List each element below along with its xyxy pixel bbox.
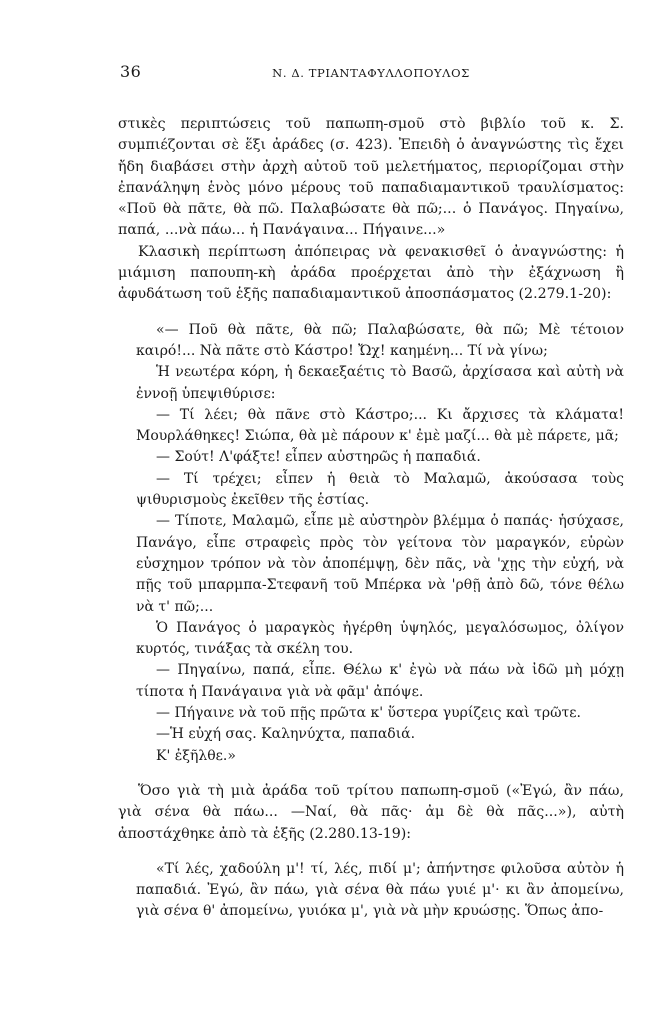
book-page — [118, 62, 624, 937]
quote-line: — Τί λέει; θὰ πᾶνε στὸ Κάστρο;... Κι ἄρχισες τὰ κλάματα! Μουρλάθηκες! Σιώπα, θὰ μὲ πάρουν κ' ἐμὲ μαζί... θὰ μὲ πάρετε, μᾶ; — [136, 406, 624, 445]
block-quote-1 — [136, 320, 624, 767]
paragraph-3: Ὅσο γιὰ τὴ μιὰ ἀράδα τοῦ τρίτου παπωπη-σμοῦ («Ἐγώ, ἂν πάω, γιὰ σένα θὰ πάω... —Ναί, θὰ πᾶς· ἀμ δὲ θὰ πᾶς...»), αὐτὴ ἀποστάχθηκε ἀπὸ τὰ ἑξῆς (2.280.13-19): — [118, 782, 624, 842]
block-quote-2 — [136, 859, 624, 923]
quote-line: Ὁ Πανάγος ὁ μαραγκὸς ἠγέρθη ὑψηλός, μεγαλόσωμος, ὀλίγον κυρτός, τινάξας τὰ σκέλη του. — [136, 619, 624, 658]
page-header — [118, 62, 624, 84]
page-number: 36 — [120, 62, 142, 81]
paragraph-2: Κλασικὴ περίπτωση ἀπόπειρας νὰ φενακισθεῖ ὁ ἀναγνώστης: ἡ μιάμιση παπουπη-κὴ ἀράδα προέρχεται ἀπὸ τὴν ἐξάχνωση ἢ ἀφυδάτωση τοῦ ἑξῆς παπαδιαμαντικοῦ ἀποσπάσματος (2.279.1-20): — [118, 243, 624, 303]
running-head: Ν. Δ. ΤΡΙΑΝΤΑΦΥΛΛΟΠΟΥΛΟΣ — [272, 66, 470, 80]
quote-line: — Πηγαίνω, παπά, εἶπε. Θέλω κ' ἐγὼ νὰ πάω νὰ ἰδῶ μὴ μόχῃ τίποτα ἡ Πανάγαινα γιὰ νὰ φᾶμ' ἀπόψε. — [136, 662, 624, 700]
quote-line: — Σούτ! Λ'φάξτε! εἶπεν αὐστηρῶς ἡ παπαδιά. — [156, 449, 481, 466]
quote-paragraph: «Τί λές, χαδούλη μ'! τί, λές, πιδί μ'; ἀπήντησε φιλοῦσα αὐτὸν ἡ παπαδιά. Ἐγώ, ἂν πάω, γιὰ σένα θὰ πάω γυιέ μ'· κι ἂν ἀπομείνω, γιὰ σένα θ' ἀπομείνω, γυιόκα μ', γιὰ νὰ μὴν κρυώσῃς. Ὅπως ἀπο- — [136, 860, 624, 920]
quote-line: — Τίποτε, Μαλαμῶ, εἶπε μὲ αὐστηρὸν βλέμμα ὁ παπάς· ἡσύχασε, Πανάγο, εἶπε στραφεὶς πρὸς τὸν γείτονα τὸν μαραγκόν, εὑρὼν εὐσχημον τρόπον νὰ τὸν ἀποπέμψῃ, δὲν πᾶς, νὰ 'χῃς τὴν εὐχή, νὰ πῇς τοῦ μπαρμπα-Στεφανῆ τοῦ Μπέρκα νὰ 'ρθῇ ἀπὸ δῶ, τόνε θέλω νὰ τ' πῶ;... — [136, 513, 624, 615]
quote-line: Κ' ἐξῆλθε.» — [156, 747, 236, 764]
quote-line: —Ἡ εὐχή σας. Καληνύχτα, παπαδιά. — [156, 726, 416, 743]
paragraph-1: στικὲς περιπτώσεις τοῦ παπωπη-σμοῦ στὸ βιβλίο τοῦ κ. Σ. συμπιέζονται σὲ ἕξι ἀράδες (σ. 423). Ἐπειδὴ ὁ ἀναγνώστης τὶς ἔχει ἤδη διαβάσει στὴν ἀρχὴ αὐτοῦ τοῦ μελετήματος, περιορίζομαι στὴν ἐπανάληψη ἑνὸς μόνο μέρους τοῦ παπαδιαμαντικοῦ τραυλίσματος: «Ποῦ θὰ πᾶτε, θὰ πῶ. Παλαβώσατε θὰ πῶ;... ὁ Πανάγος. Πηγαίνω, παπά, ...νὰ πάω... ἡ Πανάγαινα... Πήγαινε...» — [118, 116, 624, 239]
quote-line: «— Ποῦ θὰ πᾶτε, θὰ πῶ; Παλαβώσατε, θὰ πῶ; Μὲ τέτοιον καιρό!... Νὰ πᾶτε στὸ Κάστρο! Ὤχ! καημένη... Τί νὰ γίνω; — [136, 321, 624, 359]
quote-line: — Τί τρέχει; εἶπεν ἡ θειὰ τὸ Μαλαμῶ, ἀκούσασα τοὺς ψιθυρισμοὺς ἐκεῖθεν τῆς ἑστίας. — [136, 470, 624, 509]
quote-line: — Πήγαινε νὰ τοῦ πῇς πρῶτα κ' ὕστερα γυρίζεις καὶ τρῶτε. — [156, 705, 581, 722]
quote-line: Ἡ νεωτέρα κόρη, ἡ δεκαεξαέτις τὸ Βασῶ, ἀρχίσασα καὶ αὐτὴ νὰ ἐννοῇ ὑπεψιθύρισε: — [136, 364, 624, 402]
